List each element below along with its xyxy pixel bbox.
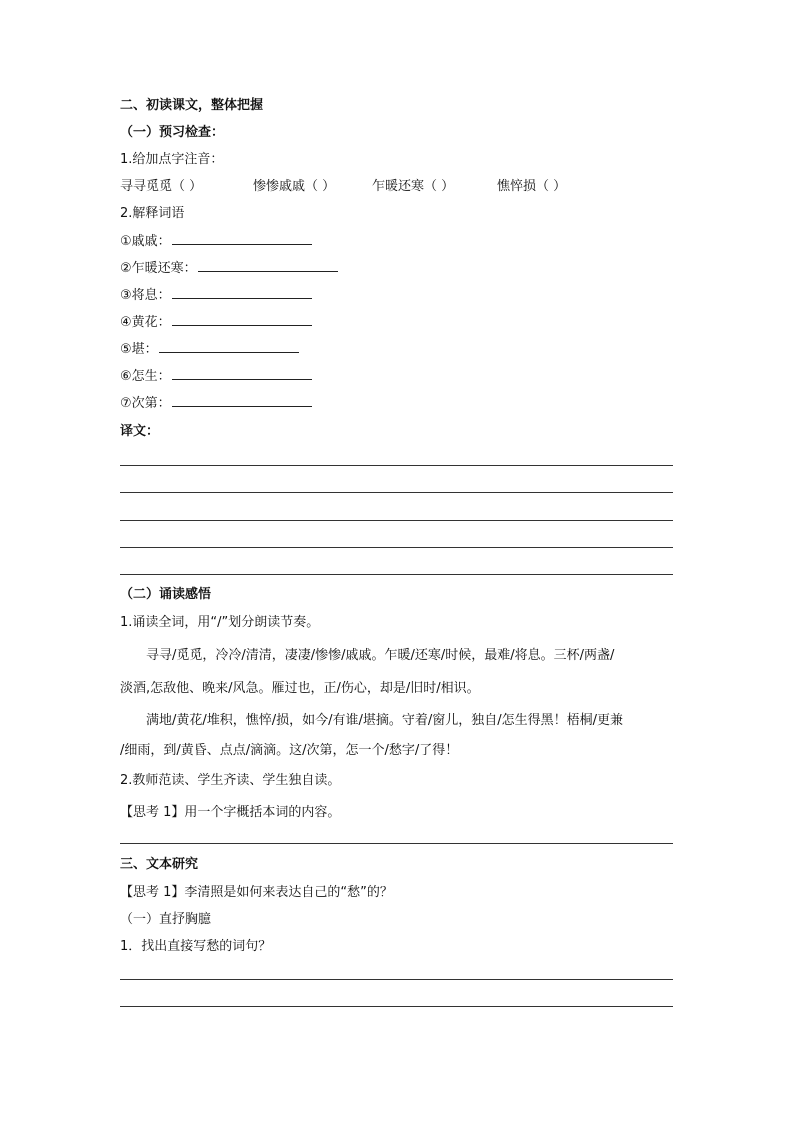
vocab-item: ③将息：: [120, 286, 312, 305]
answer-blank[interactable]: [172, 286, 312, 299]
poem-line: 淡酒,怎敌他、晚来/风急。雁过也，正/伤心，却是/旧时/相识。: [120, 681, 480, 696]
vocab-item: ⑥怎生：: [120, 367, 312, 386]
section-title-2: 二、初读课文，整体把握: [120, 98, 264, 113]
answer-line[interactable]: [120, 492, 673, 493]
poem-line: 寻寻/觅觅，冷冷/清清，凄凄/惨惨/戚戚。乍暖/还寒/时候，最难/将息。三杯/两盏/: [146, 648, 615, 663]
question-direct-sorrow: 1．找出直接写愁的词句？: [120, 939, 272, 954]
vocab-item: ⑦次第：: [120, 394, 312, 413]
question-rhythm: 1.诵读全词，用“/”划分朗读节奏。: [120, 615, 320, 630]
question-vocab: 2.解释词语: [120, 206, 185, 221]
reading-instruction: 2.教师范读、学生齐读、学生独自读。: [120, 773, 341, 788]
vocab-item: ⑤堪：: [120, 340, 299, 359]
vocab-item: ②乍暖还寒：: [120, 259, 338, 278]
vocab-item: ①戚戚：: [120, 232, 312, 251]
answer-line[interactable]: [120, 520, 673, 521]
pinyin-item: 憔悴损（ ）: [497, 179, 567, 194]
subsection-preview-check: （一）预习检查：: [120, 125, 225, 140]
answer-line[interactable]: [120, 843, 673, 844]
vocab-item: ④黄花：: [120, 313, 312, 332]
pinyin-item: 寻寻觅觅（ ）: [120, 179, 203, 194]
subsection-recite: （二）诵读感悟: [120, 587, 212, 602]
answer-blank[interactable]: [172, 313, 312, 326]
question-pinyin: 1.给加点字注音：: [120, 152, 224, 167]
answer-blank[interactable]: [172, 394, 312, 407]
translation-label: 译文：: [120, 424, 160, 439]
poem-line: /细雨，到/黄昏、点点/滴滴。这/次第，怎一个/愁字/了得！: [120, 743, 459, 758]
pinyin-item: 惨惨戚戚（ ）: [253, 179, 336, 194]
answer-blank[interactable]: [198, 259, 338, 272]
poem-line: 满地/黄花/堆积，憔悴/损，如今/有谁/堪摘。守着/窗儿，独自/怎生得黑！梧桐/更兼: [146, 713, 624, 728]
answer-line[interactable]: [120, 574, 673, 575]
section-title-3: 三、文本研究: [120, 857, 199, 872]
answer-line[interactable]: [120, 465, 673, 466]
answer-blank[interactable]: [172, 232, 312, 245]
answer-blank[interactable]: [172, 367, 312, 380]
think-question: 【思考 1】用一个字概括本词的内容。: [120, 805, 341, 820]
pinyin-item: 乍暖还寒（ ）: [372, 179, 455, 194]
answer-line[interactable]: [120, 1006, 673, 1007]
answer-line[interactable]: [120, 979, 673, 980]
think-question: 【思考 1】李清照是如何来表达自己的“愁”的？: [120, 885, 393, 900]
subsection-direct: （一）直抒胸臆: [120, 912, 212, 927]
answer-blank[interactable]: [159, 340, 299, 353]
answer-line[interactable]: [120, 547, 673, 548]
